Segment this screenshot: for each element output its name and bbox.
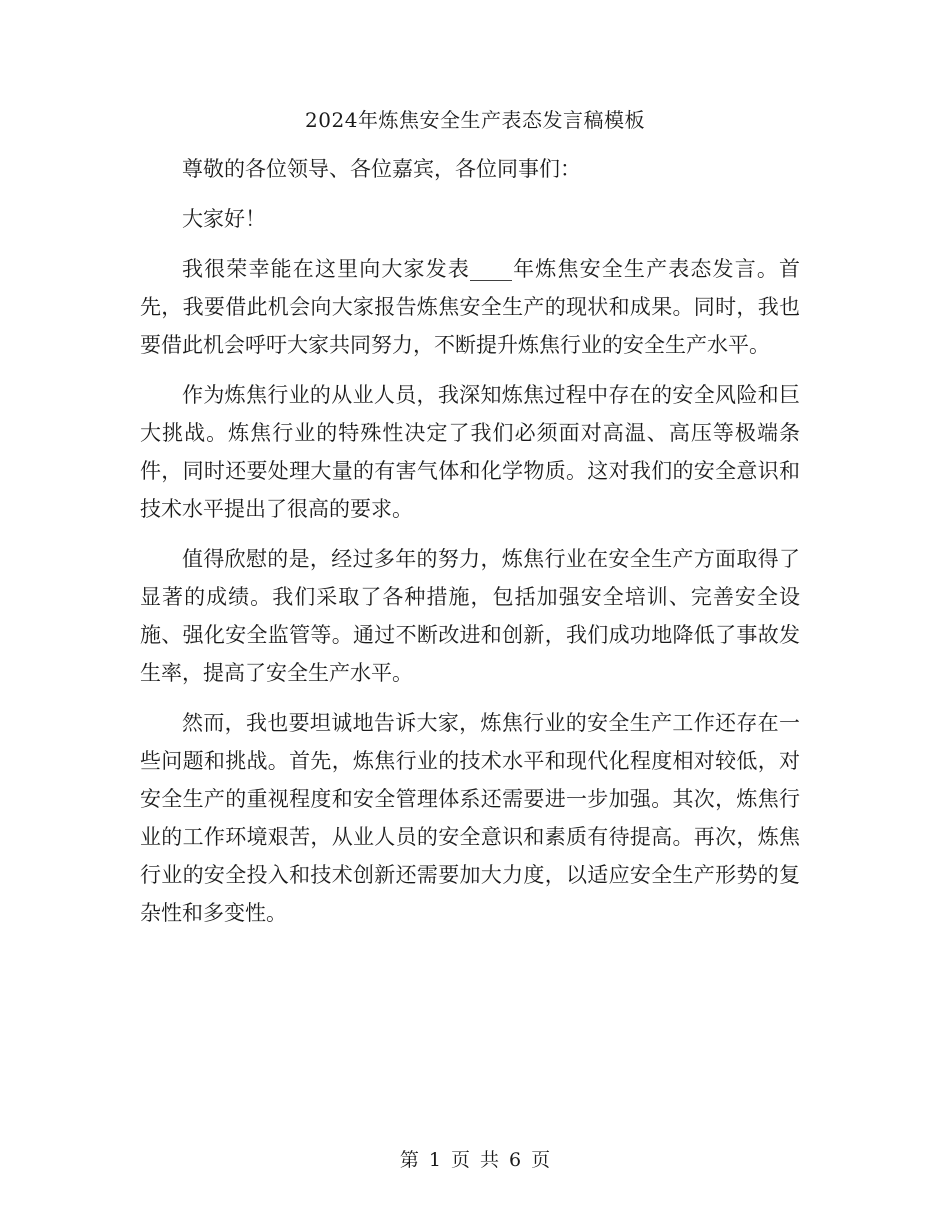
salutation-paragraph: 尊敬的各位领导、各位嘉宾，各位同事们： bbox=[182, 157, 581, 181]
greeting-paragraph: 大家好！ bbox=[182, 207, 266, 231]
body-paragraph: 我很荣幸能在这里向大家发表____年炼焦安全生产表态发言。首先，我要借此机会向大家报告炼焦安全生产的现状和成果。同时，我也要借此机会呼吁大家共同努力，不断提升炼焦行业的安全生产水平。 bbox=[140, 257, 800, 357]
body-paragraph: 然而，我也要坦诚地告诉大家，炼焦行业的安全生产工作还存在一些问题和挑战。首先，炼焦行业的技术水平和现代化程度相对较低，对安全生产的重视程度和安全管理体系还需要进一步加强。其次，炼焦行业的工作环境艰苦，从业人员的安全意识和素质有待提高。再次，炼焦行业的安全投入和技术创新还需要加大力度，以适应安全生产形势的复杂性和多变性。 bbox=[140, 711, 800, 925]
page-number-footer: 第 1 页 共 6 页 bbox=[399, 1149, 551, 1171]
document-title: 2024年炼焦安全生产表态发言稿模板 bbox=[305, 108, 645, 132]
body-paragraph: 作为炼焦行业的从业人员，我深知炼焦过程中存在的安全风险和巨大挑战。炼焦行业的特殊性决定了我们必须面对高温、高压等极端条件，同时还要处理大量的有害气体和化学物质。这对我们的安全意识和技术水平提出了很高的要求。 bbox=[140, 383, 800, 521]
document-body bbox=[140, 150, 800, 944]
body-paragraph: 值得欣慰的是，经过多年的努力，炼焦行业在安全生产方面取得了显著的成绩。我们采取了各种措施，包括加强安全培训、完善安全设施、强化安全监管等。通过不断改进和创新，我们成功地降低了事故发生率，提高了安全生产水平。 bbox=[140, 547, 800, 685]
